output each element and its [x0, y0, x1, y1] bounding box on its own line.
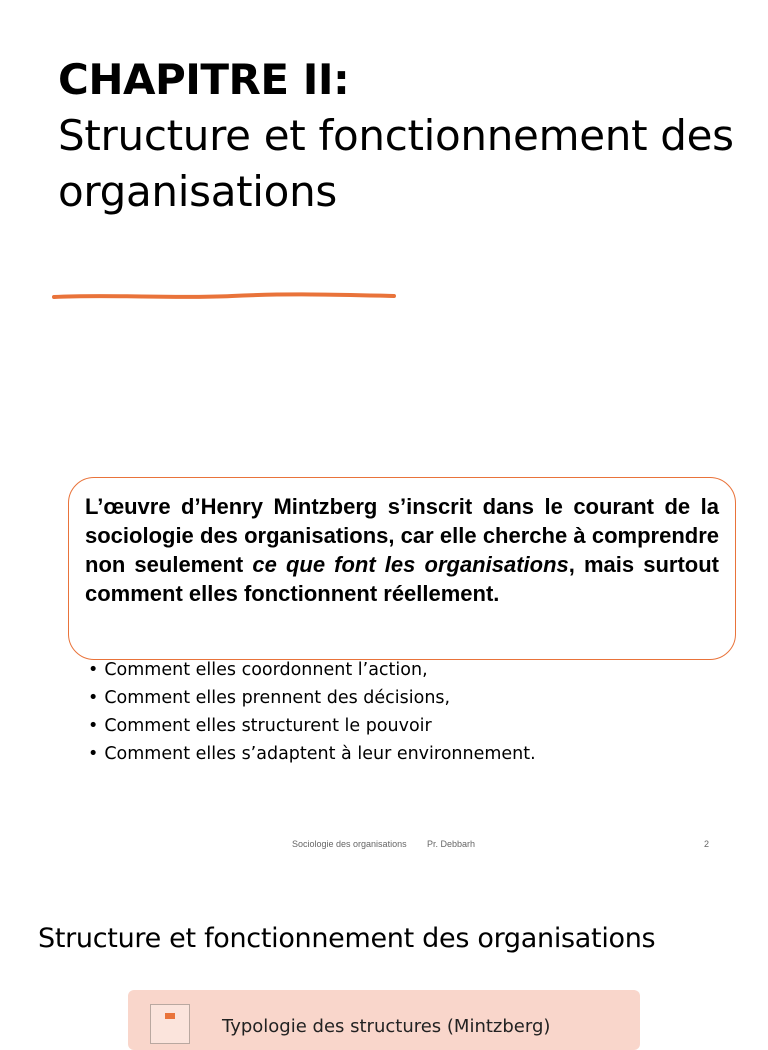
accent-underline: [52, 292, 396, 301]
callout-text-end: , mais surtout comment elles fonctionnent réellement.: [85, 552, 719, 606]
callout-text-start: L’œuvre d’Henry Mintzberg s’inscrit dans le courant de la sociologie des organisations, car elle cherche à comprendre non seulement: [85, 494, 719, 577]
footer-page-number: 2: [704, 839, 710, 849]
slide-2-title: Structure et fonctionnement des organisations: [38, 923, 656, 954]
chapter-label: CHAPITRE II:: [58, 55, 350, 104]
footer-author: Pr. Debbarh: [427, 839, 476, 849]
structure-icon: [150, 1004, 190, 1044]
typology-card-label: Typologie des structures (Mintzberg): [222, 1016, 551, 1037]
slide-2: [0, 870, 768, 1037]
chapter-title: Structure et fonctionnement des organisations: [58, 111, 734, 216]
list-item: • Comment elles structurent le pouvoir: [88, 712, 536, 740]
callout-emphasis: ce que font les organisations: [252, 552, 569, 577]
typology-card[interactable]: [128, 990, 640, 1050]
mintzberg-callout: [68, 477, 736, 660]
footer-course: Sociologie des organisations: [292, 839, 407, 849]
list-item: • Comment elles prennent des décisions,: [88, 684, 536, 712]
list-item: • Comment elles s’adaptent à leur environnement.: [88, 740, 536, 768]
bullet-list: [88, 656, 536, 768]
list-item: • Comment elles coordonnent l’action,: [88, 656, 536, 684]
